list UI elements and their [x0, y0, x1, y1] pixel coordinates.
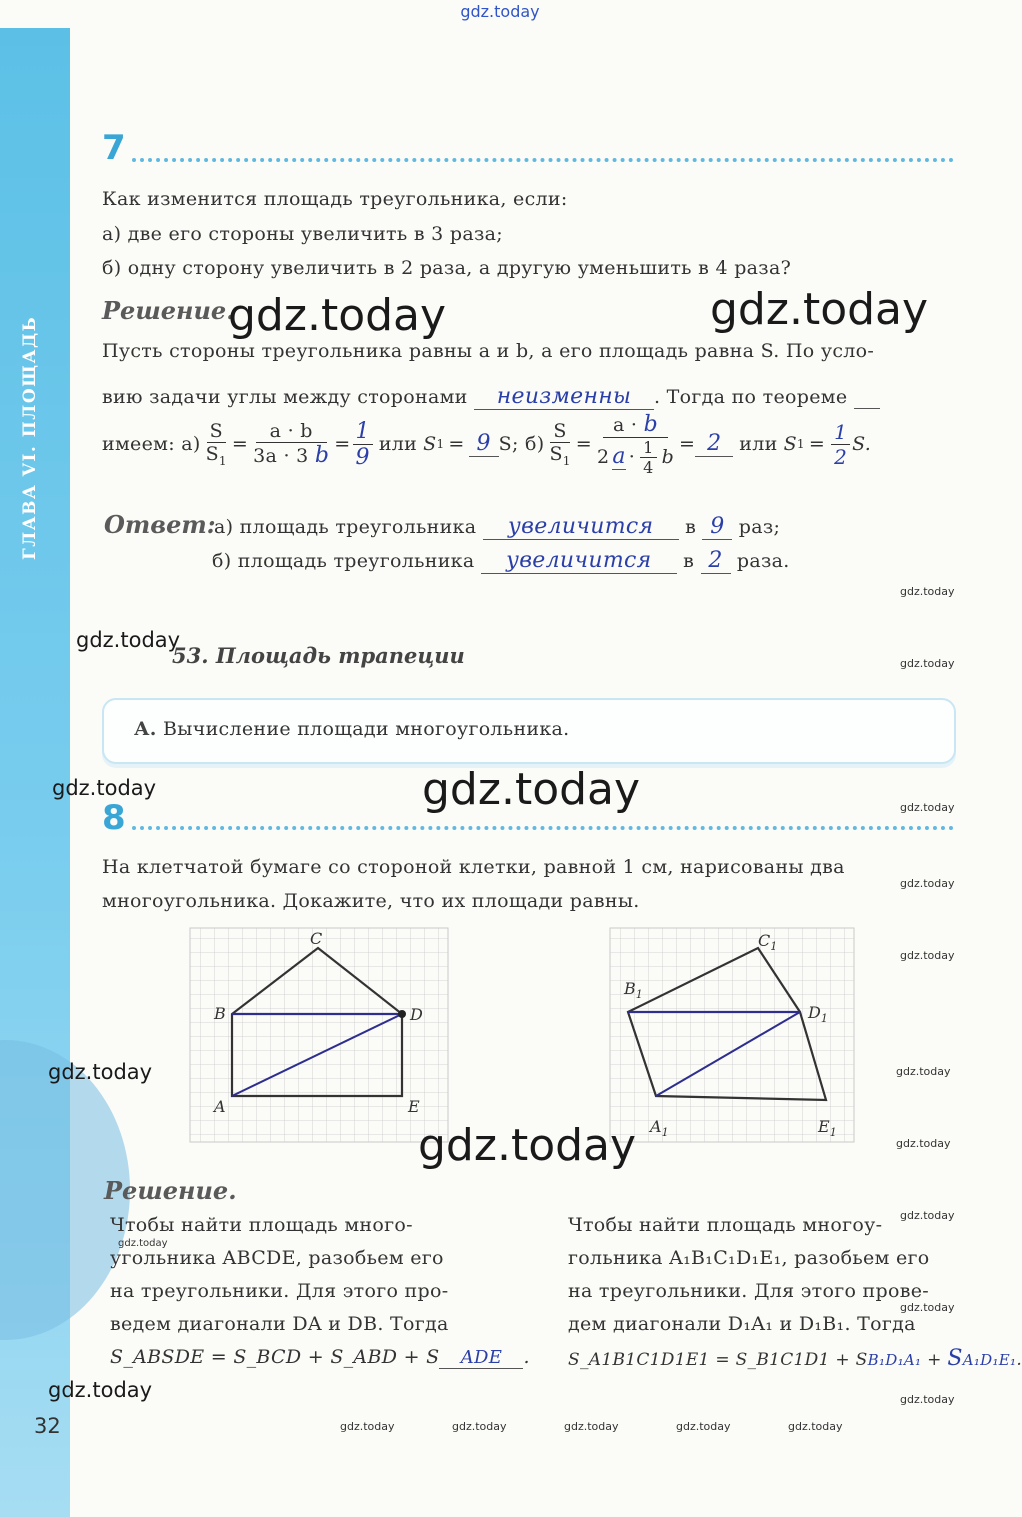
watermark-small: gdz.today [900, 949, 955, 962]
text: b [661, 446, 675, 468]
label-letter: C [758, 931, 771, 950]
left-formula: S_ABSDE = S_BCD + S_ABD + S ADE . [110, 1346, 530, 1368]
text: б) площадь треугольника [212, 550, 475, 572]
left-line: угольника ABCDE, разобьем его [110, 1247, 444, 1269]
task-divider-7 [132, 158, 954, 162]
text: а) площадь треугольника [214, 516, 477, 538]
topic-text [134, 718, 570, 740]
task7-answer-label: Ответ: [104, 510, 216, 539]
handwritten-b: b [643, 411, 659, 437]
label-c: C [310, 929, 323, 948]
chapter-label: ГЛАВА VI. ПЛОЩАДЬ [20, 315, 40, 560]
subscript: 1 [796, 437, 805, 451]
fraction-S-over-S1-b [546, 420, 573, 468]
watermark: gdz.today [52, 776, 157, 800]
watermark: gdz.today [228, 290, 447, 341]
watermark: gdz.today [48, 1378, 153, 1402]
formula-text: S_ABSDE = S_BCD + S_ABD + S [110, 1346, 440, 1368]
watermark-small: gdz.today [900, 657, 955, 670]
watermark: gdz.today [418, 1120, 637, 1171]
text: 3a · 3 [253, 445, 309, 467]
handwritten-a: a [612, 444, 626, 469]
denominator [203, 443, 230, 468]
numerator: S [207, 420, 226, 443]
handwritten-unchanged: неизменны [474, 384, 654, 410]
watermark-small: gdz.today [340, 1420, 395, 1433]
label-subscript: 1 [635, 988, 643, 1001]
task7-answer-b [212, 548, 790, 574]
fraction-S-over-S1 [203, 420, 230, 468]
task8-question-line2: многоугольника. Докажите, что их площади равны. [102, 890, 640, 912]
left-line: Чтобы найти площадь много- [110, 1214, 413, 1236]
text: 2 [596, 446, 610, 468]
task-divider-8 [132, 826, 954, 830]
task8-question-line1: На клетчатой бумаге со стороной клетки, равной 1 см, нарисованы два [102, 856, 845, 878]
numerator: S [550, 420, 569, 443]
right-line: дем диагонали D₁A₁ и D₁B₁. Тогда [568, 1313, 916, 1335]
handwritten-nine: 9 [702, 514, 732, 540]
handwritten-numerator: 1 [353, 419, 373, 445]
handwritten-s: S [947, 1346, 963, 1371]
handwritten-increase: увеличится [483, 514, 679, 540]
text: Вычисление площади многоугольника. [163, 718, 570, 740]
label-e: E [408, 1097, 420, 1116]
watermark-small: gdz.today [900, 1209, 955, 1222]
handwritten-a1d1e1: A₁D₁E₁ [962, 1351, 1017, 1369]
watermark-small: gdz.today [676, 1420, 731, 1433]
watermark-small: gdz.today [900, 801, 955, 814]
subscript: 1 [562, 453, 571, 468]
handwritten-two: 2 [695, 431, 733, 457]
label-b: B [214, 1004, 226, 1023]
handwritten-ade: ADE [439, 1347, 523, 1369]
watermark-small: gdz.today [900, 585, 955, 598]
figure-polygon-abcde [186, 924, 452, 1146]
task8-left-column [110, 1214, 530, 1379]
watermark-small: gdz.today [452, 1420, 507, 1433]
task7-solution-line2 [102, 384, 880, 410]
label-subscript: 1 [829, 1126, 837, 1139]
task8-solution-label: Решение. [104, 1176, 237, 1205]
page-number: 32 [34, 1414, 61, 1438]
subscript: 1 [218, 453, 227, 468]
text: имеем: а) [102, 433, 201, 455]
task-number-7: 7 [102, 128, 126, 168]
task7-solution-line1: Пусть стороны треугольника равны a и b, а его площадь равна S. По усло- [102, 340, 875, 362]
blank-line [854, 386, 880, 409]
figure-polygon-a1b1c1d1e1 [606, 924, 858, 1146]
text: a · [612, 413, 638, 436]
watermark: gdz.today [422, 764, 641, 815]
label-subscript: 1 [820, 1012, 828, 1025]
numerator: 1 [640, 438, 656, 458]
task7-solution-label: Решение. [102, 296, 235, 325]
denominator [250, 443, 332, 468]
topic-label: А. [134, 718, 157, 740]
text: или [739, 433, 778, 455]
label-a: A [214, 1097, 226, 1116]
text: S [423, 433, 437, 455]
right-line: гольника A₁B₁C₁D₁E₁, разобьем его [568, 1247, 930, 1269]
watermark: gdz.today [48, 1060, 153, 1084]
denominator: 4 [643, 457, 654, 477]
right-line: на треугольники. Для этого прове- [568, 1280, 929, 1302]
handwritten-denominator: 2 [834, 444, 848, 469]
handwritten-increase: увеличится [481, 548, 677, 574]
task8-right-column [568, 1214, 1022, 1379]
task7-question-line1: Как изменится площадь треугольника, если: [102, 188, 568, 210]
section-title: 53. Площадь трапеции [172, 643, 465, 668]
label-subscript: 1 [661, 1126, 669, 1139]
text: S; б) [498, 433, 545, 455]
point-d [398, 1010, 406, 1018]
text: раза. [736, 550, 790, 572]
label-d: D [410, 1005, 423, 1024]
watermark-small: gdz.today [900, 1393, 955, 1406]
handwritten-two: 2 [701, 548, 731, 574]
handwritten-numerator: 1 [831, 420, 850, 445]
watermark-small: gdz.today [564, 1420, 619, 1433]
subscript: 1 [436, 437, 445, 451]
text: в [683, 550, 695, 572]
task7-question-line2: а) две его стороны увеличить в 3 раза; [102, 223, 503, 245]
text: S [549, 443, 563, 466]
label-letter: A [650, 1117, 662, 1136]
watermark: gdz.today [710, 284, 929, 335]
text: вию задачи углы между сторонами [102, 386, 468, 408]
left-line: на треугольники. Для этого про- [110, 1280, 449, 1302]
numerator: a · b [256, 420, 327, 443]
watermark-small: gdz.today [896, 1137, 951, 1150]
watermark: gdz.today [76, 628, 181, 652]
denominator [594, 438, 677, 477]
text: S. [852, 433, 872, 455]
handwritten-denominator: 9 [355, 444, 370, 470]
fraction-complex [594, 412, 677, 477]
text: . Тогда по теореме [653, 386, 848, 408]
handwritten-b1d1a1: B₁D₁A₁ [867, 1351, 922, 1369]
task-number-8: 8 [102, 798, 126, 838]
label-subscript: 1 [770, 940, 778, 953]
watermark-small: gdz.today [896, 1065, 951, 1078]
text: S [205, 443, 219, 466]
task7-question-line3: б) одну сторону увеличить в 2 раза, а другую уменьшить в 4 раза? [102, 257, 792, 279]
numerator [603, 412, 668, 438]
watermark-small: gdz.today [900, 877, 955, 890]
watermark-small: gdz.today [118, 1238, 168, 1249]
fraction-quarter [640, 438, 656, 477]
task7-formula-line: имеем: а) $\frac{S}{S_1}$ = $\frac{a \cdot b}{3a \cdot 3 b}$ = $\frac{1}{9}$ или S 1 = 9 S; б) $\frac{S}{S_1}$ = a · b 2 a · $\frac{1}{4}$ b = 2 или S 1 = $\frac{1}{2}$ S. [102, 411, 872, 477]
handwritten-nine: 9 [469, 431, 499, 457]
watermark-small: gdz.today [788, 1420, 843, 1433]
text: или [378, 433, 418, 455]
fraction-one-half [831, 420, 850, 469]
label-letter: E [818, 1117, 830, 1136]
label-letter: B [624, 979, 636, 998]
left-line: ведем диагонали DA и DB. Тогда [110, 1313, 449, 1335]
fraction-ab-over-3a3b [250, 420, 332, 468]
fraction-one-ninth [353, 419, 373, 470]
text: S [783, 433, 797, 455]
label-letter: D [808, 1003, 821, 1022]
denominator [546, 443, 573, 468]
right-line: Чтобы найти площадь многоу- [568, 1214, 883, 1236]
text: раз; [738, 516, 781, 538]
handwritten-b: b [314, 443, 330, 468]
right-formula: S_A1B1C1D1E1 = S_B1C1D1 + SB₁D₁A₁ + SA₁D₁E₁. [568, 1346, 1022, 1371]
text: · [628, 446, 636, 468]
text: в [685, 516, 697, 538]
watermark-top: gdz.today [460, 2, 540, 21]
formula-text: S_A1B1C1D1E1 = S_B1C1D1 + S [568, 1350, 868, 1370]
watermark-small: gdz.today [900, 1301, 955, 1314]
task7-answer-a [214, 514, 780, 540]
